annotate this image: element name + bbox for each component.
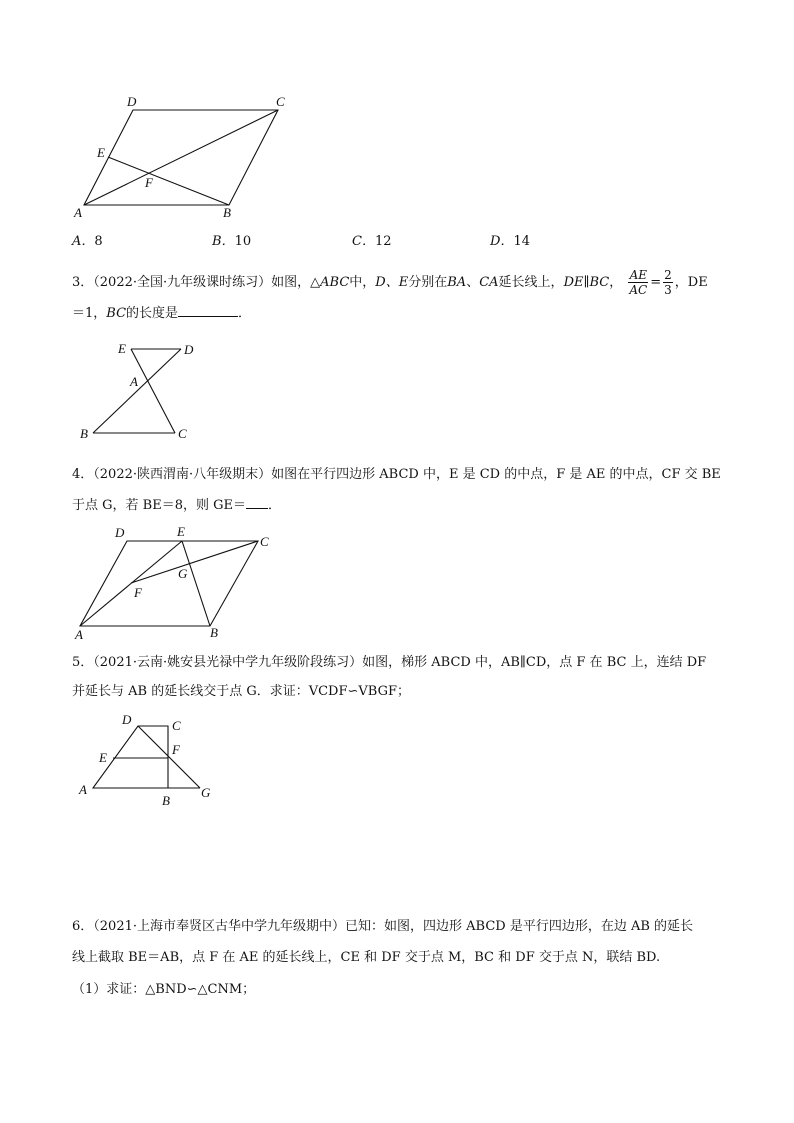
q5-number: 5． (72, 655, 94, 670)
q6-line2 (72, 949, 660, 967)
q4-label-c: C (260, 534, 269, 549)
q4-label-d: D (115, 525, 125, 540)
q6-text: 线上截取 BE＝AB，点 F 在 AE 的延长线上，CE 和 DF 交于点 M，BC 和 DF 交于点 N，联结 BD. (72, 950, 661, 965)
q3-ca: CA (479, 275, 499, 290)
q3-number: 3． (72, 275, 94, 290)
q4-label-f: F (134, 585, 142, 600)
q4-label-e: E (177, 524, 185, 539)
q6-number: 6． (72, 919, 94, 934)
q3-label-d: D (184, 342, 194, 357)
q4-text: ． (267, 498, 281, 513)
q5-source: （2021·云南·姚安县光禄中学九年级阶段练习） (93, 655, 363, 670)
q3-text: 如图，△ (271, 275, 321, 290)
choice-a-value: 8 (94, 234, 103, 249)
q3-label-c: C (178, 426, 187, 441)
q3-frac-den: AC (629, 283, 648, 297)
choice-a-letter: A． (72, 234, 95, 249)
q3-ba: BA (447, 275, 467, 290)
q5-label-d: D (122, 712, 132, 727)
label-d: D (127, 94, 137, 109)
choice-d-value: 14 (513, 234, 530, 249)
q3-label-b: B (80, 426, 88, 441)
q6-source: （2021·上海市奉贤区古华中学九年级期中） (93, 919, 345, 934)
q5-text: 如图，梯形 ABCD 中，AB∥CD，点 F 在 BC 上，连结 DF (362, 655, 707, 670)
q4-text: 如图在平行四边形 ABCD 中，E 是 CD 的中点，F 是 AE 的中点，CF 交 BE (271, 467, 721, 482)
q5-label-f: F (172, 742, 180, 757)
q5-label-e: E (99, 750, 107, 765)
choice-b-letter: B． (212, 234, 235, 249)
q6-sub-question-1: （1）求证：△BND∽△CNM； (72, 982, 256, 997)
q5-text: 并延长与 AB 的延长线交于点 G．求证：VCDF∽VBGF； (72, 684, 410, 699)
label-e: E (97, 145, 105, 160)
q3-abc: ABC (320, 275, 350, 290)
q4-label-b: B (210, 625, 218, 640)
q3-text: 分别在 (408, 275, 448, 290)
label-a: A (74, 205, 82, 220)
choice-d-letter: D． (490, 234, 514, 249)
q4-source: （2022·陕西渭南·八年级期末） (93, 467, 272, 482)
q3-label-a: A (130, 374, 138, 389)
q3-tail: ，DE (674, 275, 708, 290)
choice-c-letter: C． (352, 234, 375, 249)
q3-frac-num: AE (629, 268, 648, 282)
label-f: F (145, 175, 153, 190)
q3-equals: = (650, 275, 662, 290)
q6-text: 已知：如图，四边形 ABCD 是平行四边形，在边 AB 的延长 (345, 919, 694, 934)
q4-label-g: G (178, 566, 188, 581)
q5-segment-dg (138, 726, 200, 788)
q3-val-den: 3 (664, 283, 672, 297)
q3-source: （2022·全国·九年级课时练习） (93, 275, 272, 290)
q3-line2-post: 的长度是 (126, 306, 179, 321)
q3-val-num: 2 (664, 268, 672, 282)
label-b: B (223, 205, 231, 220)
q3-de: D、E (375, 275, 409, 290)
q5-label-b: B (162, 793, 170, 808)
choice-b-value: 10 (234, 234, 252, 249)
q3-label-e: E (118, 341, 126, 356)
choice-c-value: 12 (374, 234, 392, 249)
q3-line2-pre: ＝1， (72, 306, 107, 321)
q3-text: ， (609, 275, 623, 290)
q6-line1 (72, 918, 693, 936)
q3-text: 、 (466, 275, 480, 290)
label-c: C (276, 94, 285, 109)
q5-label-c: C (172, 718, 181, 733)
q3-de-parallel-bc: DE∥BC (563, 275, 610, 290)
q5-label-g: G (201, 785, 211, 800)
q4-number: 4． (72, 467, 94, 482)
q5-label-a: A (79, 782, 87, 797)
q4-label-a: A (75, 627, 83, 642)
q3-bc: BC (106, 306, 127, 321)
q3-text: 延长线上， (498, 275, 564, 290)
q3-period: ． (238, 306, 252, 321)
q6-sub1 (72, 981, 255, 999)
q4-text: 于点 G，若 BE＝8，则 GE＝ (72, 498, 246, 513)
q3-text: 中， (349, 275, 376, 290)
